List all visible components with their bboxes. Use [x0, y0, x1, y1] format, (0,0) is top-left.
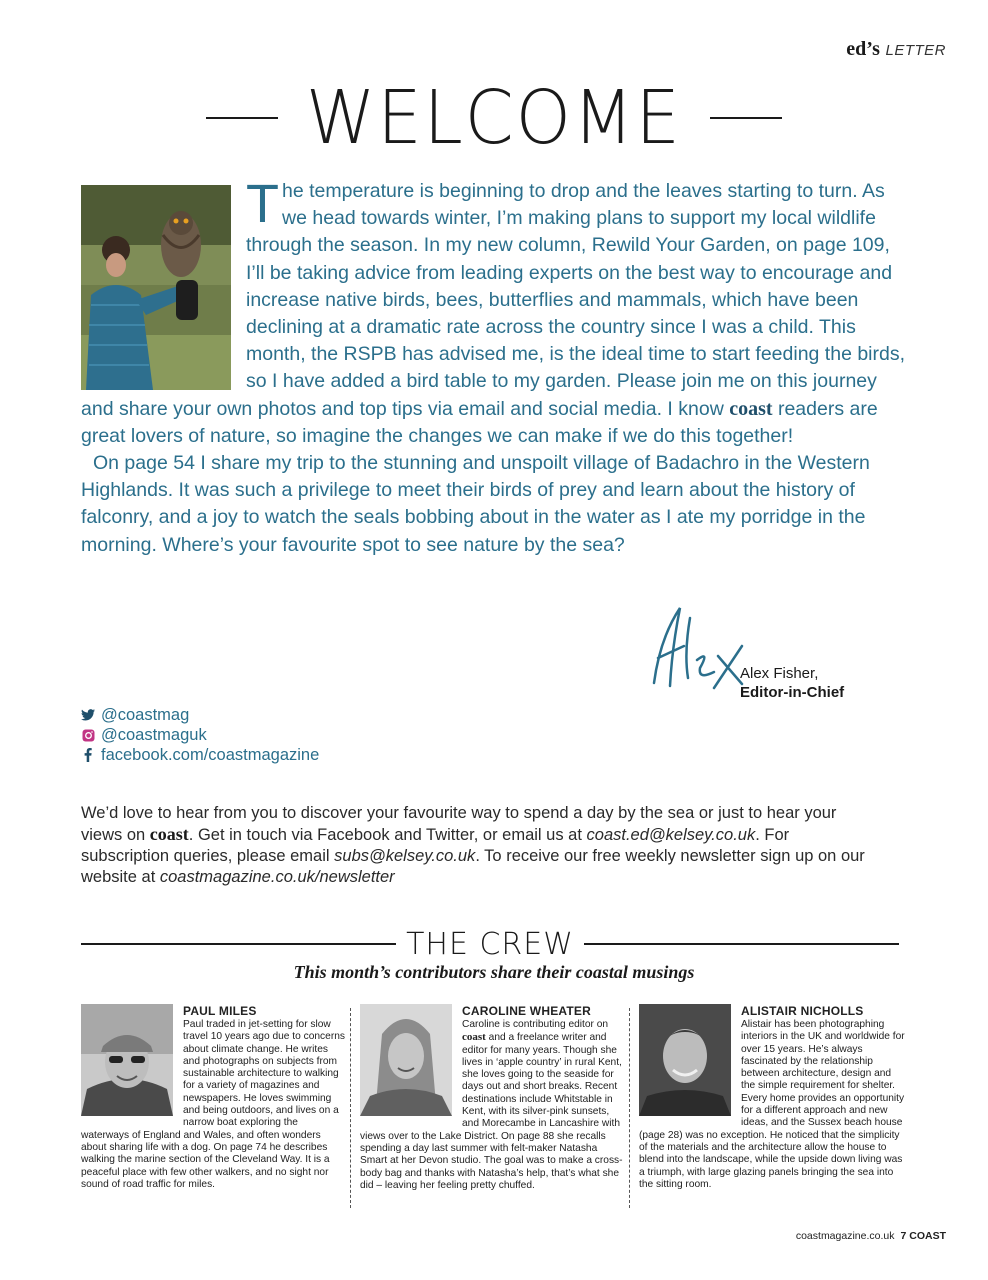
section-letter: LETTER [885, 42, 946, 59]
newsletter-link[interactable]: coastmagazine.co.uk/newsletter [159, 868, 395, 886]
contact-brand: coast [149, 824, 189, 844]
contact-text-4: . To receive our free weekly newsletter sign up on our website at [81, 847, 865, 886]
contributor-bio-b: and a freelance writer and editor for many years. Though she lives in ‘apple country’ in rural Kent, she loves going to the seaside for days out and short breaks. Recent destinations include Whitstable in Kent, with its silver-pink sunsets, and Morecambe in Lancashire with views over to the Lake District. On page 88 she recalls spending a day last summer with felt-maker Natasha Smart at her Devon studio. The goal was to make a cross-body bag and thanks with Natasha’s help, that’s what she did – leaving her feeling pretty chuffed. [360, 1032, 623, 1191]
footer-site: coastmagazine.co.uk [795, 1230, 895, 1242]
column-divider [629, 1008, 630, 1208]
twitter-handle[interactable]: @coastmag [101, 706, 190, 724]
column-divider [350, 1008, 351, 1208]
contributor-caroline-wheater [360, 1004, 626, 1202]
crew-rule-right [584, 943, 899, 945]
instagram-icon [81, 728, 95, 742]
subs-email[interactable]: subs@kelsey.co.uk [334, 847, 476, 865]
contributor-bio-a: Caroline is contributing editor on [462, 1019, 609, 1030]
letter-text-1b: readers are great lovers of nature, so imagine the changes we can make if we do this together! [81, 397, 878, 447]
contact-text-1: We’d love to hear from you to discover your favourite way to spend a day by the sea or just to hear your views on [81, 804, 837, 844]
brand-wordmark: coast [729, 397, 773, 420]
social-facebook[interactable] [81, 745, 319, 765]
social-instagram[interactable] [81, 725, 319, 745]
page-footer [796, 1230, 946, 1242]
contributor-name: ALISTAIR NICHOLLS [741, 1004, 864, 1018]
social-links [81, 705, 319, 765]
welcome-heading [0, 75, 988, 161]
contributor-name: CAROLINE WHEATER [462, 1004, 591, 1018]
letter-paragraph-2: On page 54 I share my trip to the stunning and unspoilt village of Badachro in the Western Highlands. It was such a privilege to meet their birds of prey and learn about the history of falconry, and a joy to watch the seals bobbing about in the water as I ate my porridge in the morning. Where’s your favourite spot to see nature by the sea? [81, 452, 870, 556]
section-eds: ed’s [846, 38, 880, 60]
letter-text-1a: he temperature is beginning to drop and the leaves starting to turn. As we head towards winter, I’m making plans to support my local wildlife through the season. In my new column, Rewild Your Garden, on page 109, I’ll be taking advice from leading experts on the best way to encourage and increase native birds, bees, butterflies and mammals, which have been declining at a dramatic rate across the country since I was a child. This month, the RSPB has advised me, is the ideal time to start feeding the birds, so I have added a bird table to my garden. Please join me on this journey and share your own photos and top tips via email and social media. I know [81, 180, 906, 420]
contributor-photo [360, 1004, 452, 1116]
contributor-name: PAUL MILES [183, 1004, 257, 1018]
facebook-url[interactable]: facebook.com/coastmagazine [101, 746, 320, 764]
crew-title: THE CREW [406, 926, 574, 962]
drop-cap: T [246, 174, 279, 234]
signoff-name: Alex Fisher, [740, 665, 819, 682]
page-title: WELCOME [306, 75, 682, 161]
contact-text-3: . For subscription queries, please email [81, 826, 790, 865]
contributor-photo [81, 1004, 173, 1116]
twitter-icon [81, 708, 95, 722]
crew-heading [81, 924, 899, 964]
signoff-role: Editor-in-Chief [740, 684, 845, 701]
facebook-icon [81, 748, 95, 762]
crew-rule-left [81, 943, 396, 945]
section-tag [846, 38, 946, 61]
contributor-alistair-nicholls [639, 1004, 905, 1202]
contact-email[interactable]: coast.ed@kelsey.co.uk [586, 826, 756, 844]
contributor-bio: Paul traded in jet-setting for slow travel 10 years ago due to concerns about climate change. He writes and photographs on subjects from sustainable architecture to walking for a variety of magazines and newspapers. He loves swimming and being outdoors, and lives on a narrow boat exploring the waterways of England and Wales, and often wonders about sharing life with a dog. On page 74 he describes walking the marine section of the Cleveland Way. It is a peaceful place with few other walkers, and no sight nor sound of road traffic for miles. [81, 1019, 345, 1190]
contributor-bio: Alistair has been photographing interiors in the UK and worldwide for over 15 years. He’s always fascinated by the relationship between architecture, design and the simple requirement for shelter. Every home provides an opportunity for a different approach and new ideas, and the Sussex beach house (page 28) was no exception. He noticed that the simplicity of the materials and the architecture allow the house to blend into the landscape, while the upside down living was a triumph, with large glazing panels bringing the sea into the sitting room. [639, 1019, 905, 1190]
instagram-handle[interactable]: @coastmaguk [101, 726, 207, 744]
contact-paragraph [81, 803, 881, 888]
crew-subtitle: This month’s contributors share their coastal musings [293, 962, 695, 982]
welcome-rule-left [206, 117, 278, 119]
welcome-rule-right [710, 117, 782, 119]
photo-wrap-spacer [81, 178, 246, 388]
social-twitter[interactable] [81, 705, 319, 725]
contributor-photo [639, 1004, 731, 1116]
contributor-brand: coast [462, 1031, 486, 1044]
contributor-paul-miles [81, 1004, 347, 1202]
page-number: 7 COAST [900, 1230, 946, 1242]
editor-letter [81, 174, 911, 559]
contact-text-2: . Get in touch via Facebook and Twitter, or email us at [188, 826, 587, 844]
